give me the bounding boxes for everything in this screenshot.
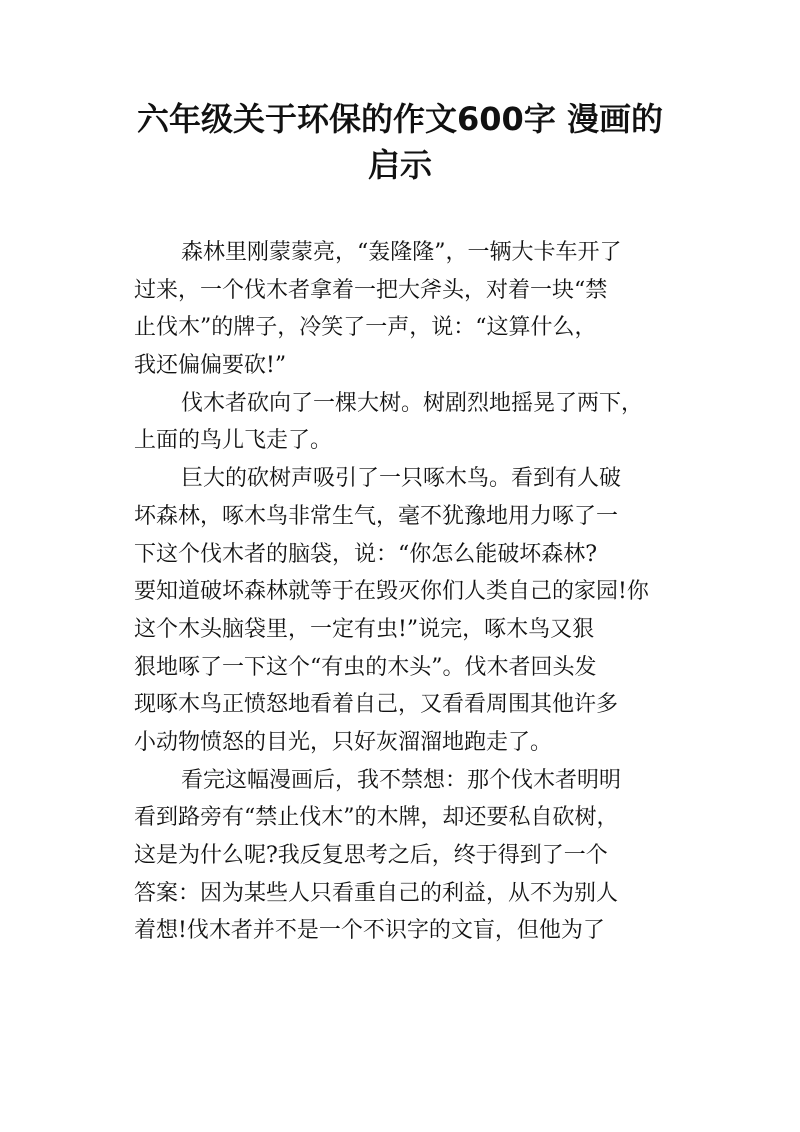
text-line: 森林里刚蒙蒙亮，“轰隆隆”，一辆大卡车开了 [181,240,622,265]
text-line: 答案：因为某些人只看重自己的利益，从不为别人 [134,880,619,906]
title-line-1: 六年级关于环保的作文600字 漫画的 [137,100,663,138]
text-line: 我还偏偏要砍!” [134,353,287,379]
text-line: 过来，一个伐木者拿着一把大斧头，对着一块“禁 [134,277,608,303]
text-line: 止伐木”的牌子，冷笑了一声，说：“这算什么， [134,315,597,341]
text-line: 着想!伐木者并不是一个不识字的文盲，但他为了 [134,918,605,944]
text-line: 狠地啄了一下这个“有虫的木头”。伐木者回头发 [134,654,597,680]
essay-body [134,234,674,950]
text-line: 坏森林，啄木鸟非常生气，毫不犹豫地用力啄了一 [134,503,619,529]
text-line: 上面的鸟儿飞走了。 [134,428,333,454]
text-line: 这是为什么呢?我反复思考之后，终于得到了一个 [134,843,608,868]
text-line: 巨大的砍树声吸引了一只啄木鸟。看到有人破 [181,466,622,492]
title-line-2: 启示 [367,146,432,184]
text-line: 小动物愤怒的目光，只好灰溜溜地跑走了。 [134,729,553,755]
text-line: 看完这幅漫画后，我不禁想：那个伐木者明明 [181,767,622,793]
text-line: 伐木者砍向了一棵大树。树剧烈地摇晃了两下， [181,390,644,416]
text-line: 看到路旁有“禁止伐木”的木牌，却还要私自砍树， [134,805,619,831]
text-line: 这个木头脑袋里，一定有虫!”说完，啄木鸟又狠 [134,616,595,642]
text-line: 要知道破坏森林就等于在毁灭你们人类自己的家园!你 [134,579,649,605]
text-line: 现啄木鸟正愤怒地看着自己，又看看周围其他许多 [134,692,619,718]
document-title [100,96,700,188]
text-line: 下这个伐木者的脑袋，说：“你怎么能破坏森林? [134,541,598,567]
